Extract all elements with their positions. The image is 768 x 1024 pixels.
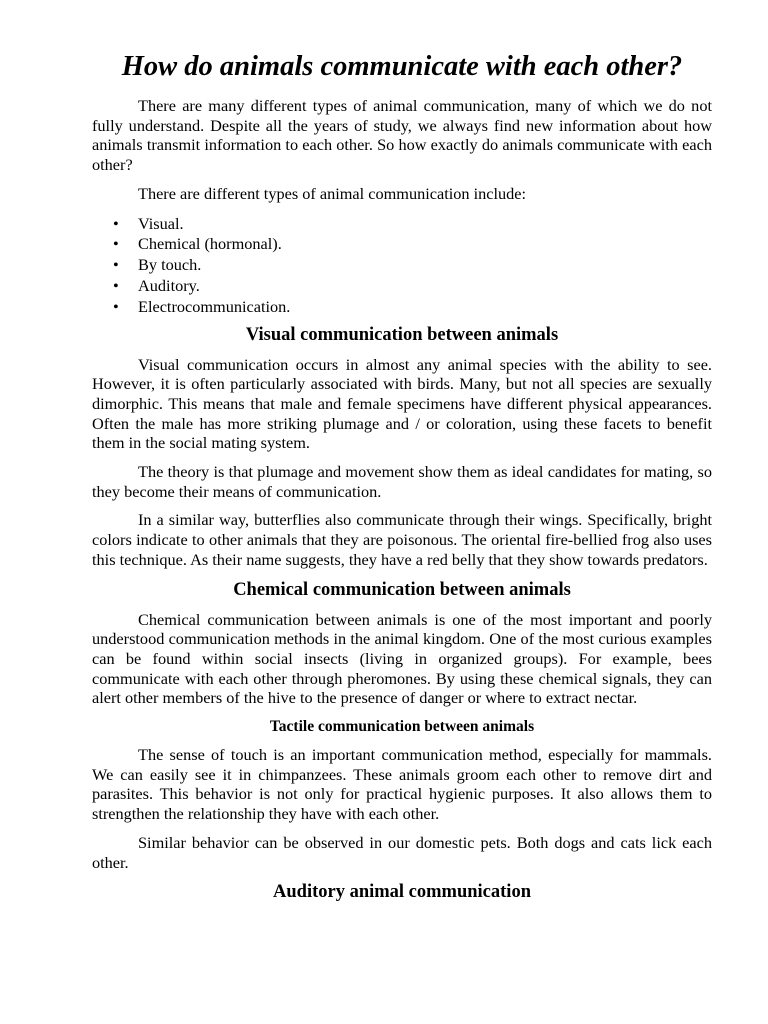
list-item-text: Chemical (hormonal). (138, 234, 282, 254)
list-item (113, 234, 712, 255)
list-item-text: Electrocommunication. (138, 296, 291, 316)
auditory-section-heading: Auditory animal communication (273, 882, 531, 903)
visual-paragraph-2: The theory is that plumage and movement show them as ideal candidates for mating, so they become their means of communication. (92, 462, 712, 501)
tactile-paragraph-2: Similar behavior can be observed in our domestic pets. Both dogs and cats lick each other. (92, 832, 712, 872)
list-item (113, 275, 712, 297)
bullet-icon: • (113, 255, 119, 275)
list-item (113, 255, 712, 276)
types-intro-paragraph: There are different types of animal communication include: (138, 183, 527, 203)
intro-paragraph: There are many different types of animal communication, many of which we do not fully understand. Despite all the years of study, we always find new information about how animals transmit information to each other. So how exactly do animals communicate with each other? (92, 96, 712, 175)
document-page (92, 50, 712, 912)
bullet-icon: • (113, 275, 119, 295)
bullet-icon: • (113, 234, 119, 254)
list-item (113, 213, 712, 235)
chemical-paragraph-1: Chemical communication between animals is one of the most important and poorly understood communication methods in the animal kingdom. One of the most curious examples can be found within social insects (living in organized groups). For example, bees communicate with each other through pheromones. By using these chemical signals, they can alert other members of the hive to the presence of danger or where to extract nectar. (92, 609, 712, 708)
chemical-section-heading: Chemical communication between animals (233, 579, 571, 600)
list-item-text: Auditory. (138, 275, 200, 295)
bullet-icon: • (113, 296, 119, 316)
document-title: How do animals communicate with each other? (121, 51, 683, 82)
tactile-paragraph-1: The sense of touch is an important communication method, especially for mammals. We can easily see it in chimpanzees. These animals groom each other to remove dirt and parasites. This behavior is not only for practical hygienic purposes. It also allows them to strengthen the relationship they have with each other. (92, 745, 712, 824)
list-item-text: By touch. (138, 255, 202, 275)
list-item-text: Visual. (138, 213, 184, 233)
tactile-section-heading: Tactile communication between animals (269, 718, 535, 736)
visual-paragraph-3: In a similar way, butterflies also communicate through their wings. Specifically, bright colors indicate to other animals that they are poisonous. The oriental fire-bellied frog also uses this technique. As their name suggests, they have a red belly that they show towards predators. (92, 510, 712, 569)
visual-section-heading: Visual communication between animals (245, 324, 559, 345)
communication-types-list (92, 214, 712, 318)
bullet-icon: • (113, 213, 119, 233)
list-item (113, 296, 712, 318)
visual-paragraph-1: Visual communication occurs in almost any animal species with the ability to see. However, it is often particularly associated with birds. Many, but not all species are sexually dimorphic. This means that male and female specimens have different physical appearances. Often the male has more striking plumage and / or coloration, using these facets to benefit them in the social mating system. (92, 354, 712, 453)
